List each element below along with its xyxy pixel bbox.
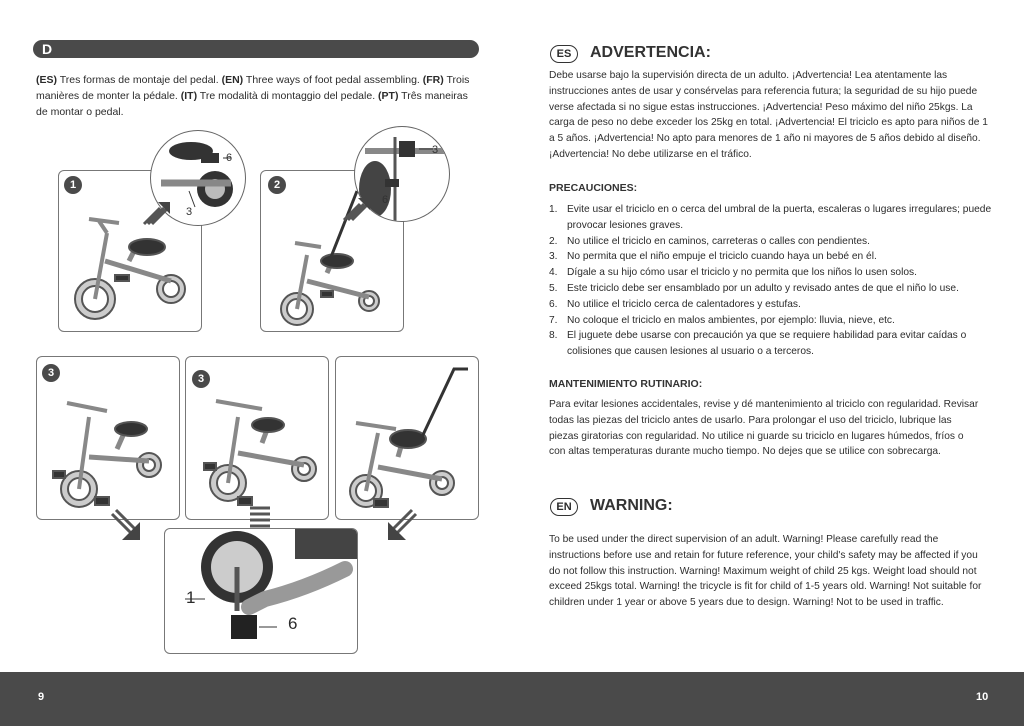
step-badge-2: 2 bbox=[268, 176, 286, 194]
callout-label-6a: 6 bbox=[226, 152, 233, 164]
lang-tag-fr: (FR) bbox=[422, 74, 444, 86]
arrow-icon-3 bbox=[108, 506, 144, 542]
callout-label-6c: 6 bbox=[288, 614, 298, 633]
arrow-icon-1 bbox=[140, 196, 172, 228]
section-letter: D bbox=[42, 41, 53, 57]
page-number-left: 9 bbox=[38, 691, 45, 703]
intro-text bbox=[36, 72, 482, 120]
maintenance-title: MANTENIMIENTO RUTINARIO: bbox=[549, 378, 703, 390]
precautions-title: PRECAUCIONES: bbox=[549, 182, 638, 194]
list-item: 8. El juguete debe usarse con precaución ya que se requiere habilidad para evitar caídas o colisiones que causen lesiones al usuario o a terceros. bbox=[549, 330, 967, 358]
callout-label-3b: 3 bbox=[432, 144, 439, 156]
list-item: 6. No utilice el triciclo cerca de calentadores y estufas. bbox=[549, 298, 801, 310]
lang-tag-en: (EN) bbox=[221, 74, 244, 86]
lang-tag-it: (IT) bbox=[180, 90, 198, 102]
title-advertencia: ADVERTENCIA: bbox=[590, 44, 711, 61]
list-item: 2. No utilice el triciclo en caminos, carreteras o calles con pendientes. bbox=[549, 235, 870, 247]
warning-es-body: Debe usarse bajo la supervisión directa de un adulto. ¡Advertencia! Lea atentamente las instrucciones antes de usar y consérvelas para referencia futura; la seguridad de su hijo puede verse afectada si no sigue estas instrucciones. ¡Advertencia! Peso máximo del niño 25kgs. La carga de peso no debe exceder los 25kg en total. ¡Advertencia! El triciclo es apto para niños de 1 a 5 años. ¡Advertencia! No apto para menores de 1 año ni mayores de 5 años debido al diseño. ¡Advertencia! No debe utilizarse en el tráfico. bbox=[549, 70, 988, 160]
callout-label-6b: 6 bbox=[382, 194, 389, 206]
list-item: 4. Dígale a su hijo cómo usar el triciclo y no permita que los niños lo usen solos. bbox=[549, 267, 917, 279]
tricycle-illustration-3c bbox=[336, 357, 478, 519]
lang-tag-es: (ES) bbox=[36, 74, 57, 86]
step-badge-3b: 3 bbox=[192, 370, 210, 388]
intro-en: Three ways of foot pedal assembling. bbox=[243, 74, 423, 86]
list-item: 5. Este triciclo debe ser ensamblado por un adulto y revisado antes de que el niño lo use. bbox=[549, 282, 959, 294]
list-item: 1. Evite usar el triciclo en o cerca del umbral de la puerta, escaleras o lugares irregulares; puede provocar lesiones graves. bbox=[549, 204, 992, 231]
step-badge-3a: 3 bbox=[42, 364, 60, 382]
precautions-list bbox=[549, 202, 993, 360]
list-item: 7. No coloque el triciclo en malos ambientes, por ejemplo: lluvia, nieve, etc. bbox=[549, 314, 895, 326]
callout-label-3a: 3 bbox=[186, 206, 193, 218]
title-warning: WARNING: bbox=[590, 497, 673, 514]
list-item: 3. No permita que el niño empuje el triciclo cuando haya un bebé en él. bbox=[549, 251, 877, 263]
illustration-panel-3a bbox=[36, 356, 180, 520]
intro-it: Tre modalità di montaggio del pedale. bbox=[197, 90, 379, 102]
page-number-right: 10 bbox=[976, 691, 989, 703]
callout-label-1: 1 bbox=[186, 588, 196, 607]
intro-es: Tres formas de montaje del pedal. bbox=[57, 74, 222, 86]
section-header-bar bbox=[33, 40, 479, 58]
lang-badge-es: ES bbox=[550, 45, 578, 63]
tricycle-illustration-3a bbox=[37, 357, 179, 519]
arrow-icon-2 bbox=[340, 192, 372, 224]
arrow-icon-5 bbox=[384, 506, 420, 542]
lang-badge-en: EN bbox=[550, 498, 578, 516]
illustration-panel-3c bbox=[335, 356, 479, 520]
footer-bar bbox=[0, 672, 1024, 726]
warning-en-body: To be used under the direct supervision of an adult. Warning! Please carefully read the instructions before use and retain for future reference, your child's safety may be affected if you do not follow this instruction. Warning! Maximum weight of child 25 kgs. Weight load should not exceed 25kgs total. Warning! the tricycle is fit for child of 1-5 years old. Warning! Not suitable for children under 1 year or above 5 years due to design. Warning! Not to be used in traffic. bbox=[549, 534, 982, 609]
maintenance-body: Para evitar lesiones accidentales, revise y dé mantenimiento al triciclo con regularidad. Revisar todas las piezas del triciclo antes de usarlo. Para prolongar el uso del triciclo, lubrique las piezas giratorias con regularidad. No utilice ni guarde su triciclo en lugares húmedos, fríos o con altas temperaturas durante mucho tiempo. No dejes que se utilice con sobrecarga. bbox=[549, 399, 979, 458]
step-badge-1: 1 bbox=[64, 176, 82, 194]
intro-pt: Três maneiras de montar o pedal. bbox=[36, 90, 468, 118]
lang-tag-pt: (PT) bbox=[378, 90, 399, 102]
intro-fr: Trois manières de monter la pédale. bbox=[36, 74, 470, 102]
